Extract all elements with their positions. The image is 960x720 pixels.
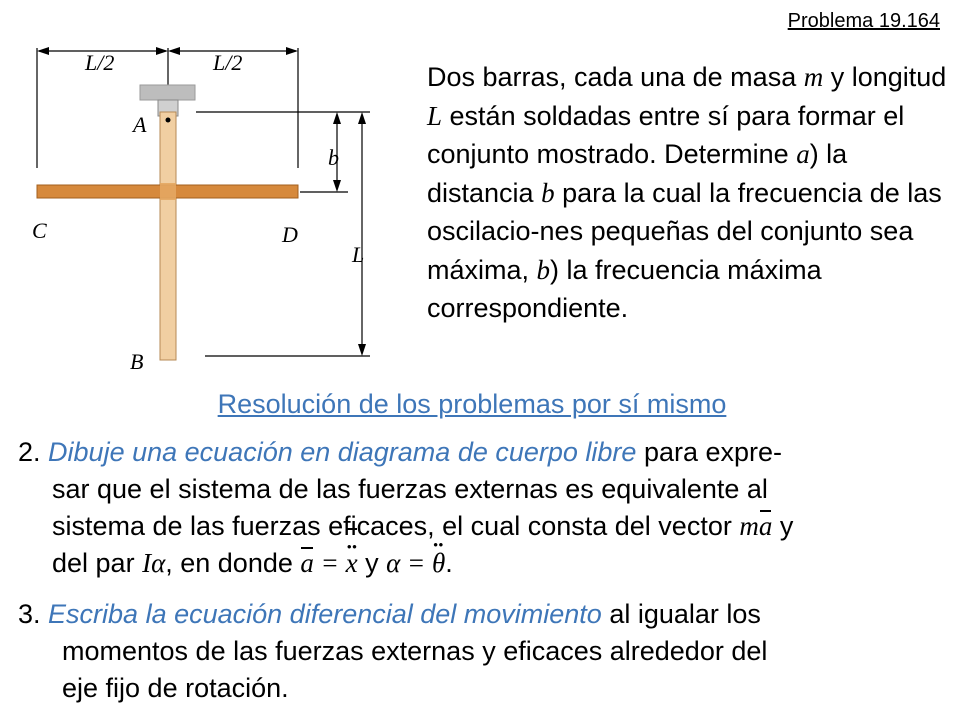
dim-b-arrow-top bbox=[333, 112, 341, 124]
pin-a bbox=[166, 118, 171, 123]
step-2-highlight: Dibuje una ecuación en diagrama de cuerpo libre bbox=[48, 437, 637, 467]
step-3: 3. Escriba la ecuación diferencial del movimiento al igualar los momentos de las fuerzas externas y eficaces alrededor del eje fijo de rotación. bbox=[18, 599, 768, 703]
dim-left-label: L/2 bbox=[85, 50, 115, 75]
label-d: D bbox=[282, 222, 298, 247]
label-b-distance: b bbox=[328, 145, 339, 170]
dim-left-arrow-start bbox=[37, 47, 49, 55]
step-3-highlight: Escriba la ecuación diferencial del movimiento bbox=[48, 599, 602, 629]
dim-right-arrow-start bbox=[168, 47, 180, 55]
dim-right-arrow-end bbox=[286, 47, 298, 55]
problem-number: Problema 19.164 bbox=[787, 10, 940, 32]
dim-b-arrow-bottom bbox=[333, 180, 341, 192]
label-b-point: B bbox=[130, 349, 144, 374]
dim-l-arrow-top bbox=[358, 112, 366, 124]
step-2: 2. Dibuje una ecuación en diagrama de cuerpo libre para expre- sar que el sistema de las fuerzas externas es equivalente al sistema de las fuerzas eficaces, el cual consta del vector ma y del par Iα, en donde a = •• x y α = •• θ. bbox=[18, 434, 948, 582]
problem-statement: Dos barras, cada una de masa m y longitud L están soldadas entre sí para formar el conjunto mostrado. Determine a) la distancia b para la cual la frecuencia de las oscilacio-nes pequeñas del conjunto sea máxima, b) la frecuencia máxima correspondiente. bbox=[427, 62, 947, 323]
vertical-bar-ab bbox=[160, 112, 176, 360]
label-c: C bbox=[32, 218, 47, 243]
dim-left-arrow-end bbox=[156, 47, 168, 55]
dim-right-label: L/2 bbox=[213, 50, 243, 75]
ceiling-support bbox=[140, 85, 195, 100]
label-a: A bbox=[133, 112, 147, 137]
label-l: L bbox=[352, 242, 365, 267]
weld-joint bbox=[160, 183, 176, 200]
dim-l-arrow-bottom bbox=[358, 344, 366, 356]
bar-assembly-figure bbox=[0, 0, 420, 385]
section-heading: Resolución de los problemas por sí mismo bbox=[217, 389, 727, 419]
